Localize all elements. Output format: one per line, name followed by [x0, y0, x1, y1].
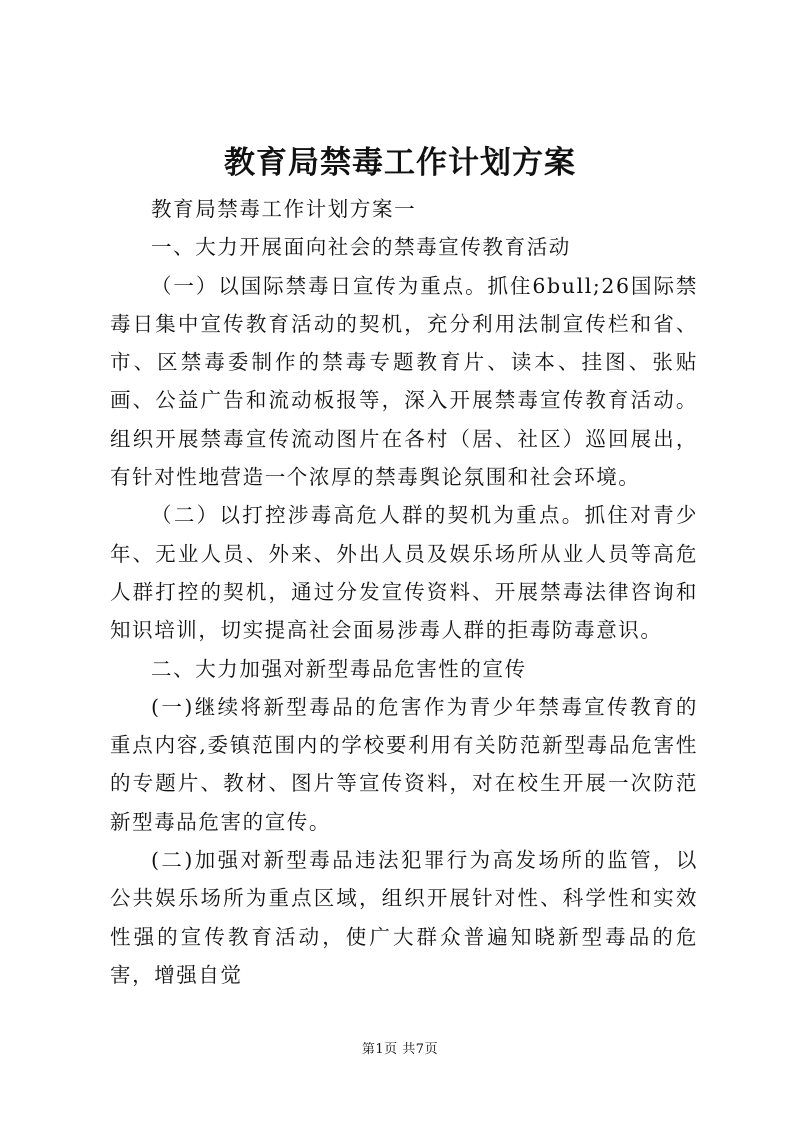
section-heading-2: 二、大力加强对新型毒品危害性的宣传: [151, 656, 527, 681]
page-footer: 第1页 共7页: [361, 1042, 439, 1057]
paragraph: (一)继续将新型毒品的危害作为青少年禁毒宣传教育的重点内容,委镇范围内的学校要利用有关防范新型毒品危害性的专题片、教材、图片等宣传资料，对在校生开展一次防范新型毒品危害的宣传。: [110, 694, 698, 834]
document-title: 教育局禁毒工作计划方案: [224, 145, 576, 181]
paragraph: (二)加强对新型毒品违法犯罪行为高发场所的监管，以公共娱乐场所为重点区域，组织开展针对性、科学性和实效性强的宣传教育活动，使广大群众普遍知晓新型毒品的危害，增强自觉: [110, 848, 698, 987]
paragraph-subtitle: 教育局禁毒工作计划方案一: [151, 197, 417, 221]
section-heading-1: 一、大力开展面向社会的禁毒宣传教育活动: [151, 235, 571, 260]
document-body: [110, 190, 698, 994]
paragraph: （二）以打控涉毒高危人群的契机为重点。抓住对青少年、无业人员、外来、外出人员及娱乐场所从业人员等高危人群打控的契机，通过分发宣传资料、开展禁毒法律咨询和知识培训，切实提高社会面易涉毒人群的拒毒防毒意识。: [110, 503, 698, 643]
paragraph: （一）以国际禁毒日宣传为重点。抓住6bull;26国际禁毒日集中宣传教育活动的契机，充分利用法制宣传栏和省、市、区禁毒委制作的禁毒专题教育片、读本、挂图、张贴画、公益广告和流动板报等，深入开展禁毒宣传教育活动。组织开展禁毒宣传流动图片在各村（居、社区）巡回展出，有针对性地营造一个浓厚的禁毒舆论氛围和社会环境。: [110, 273, 698, 490]
